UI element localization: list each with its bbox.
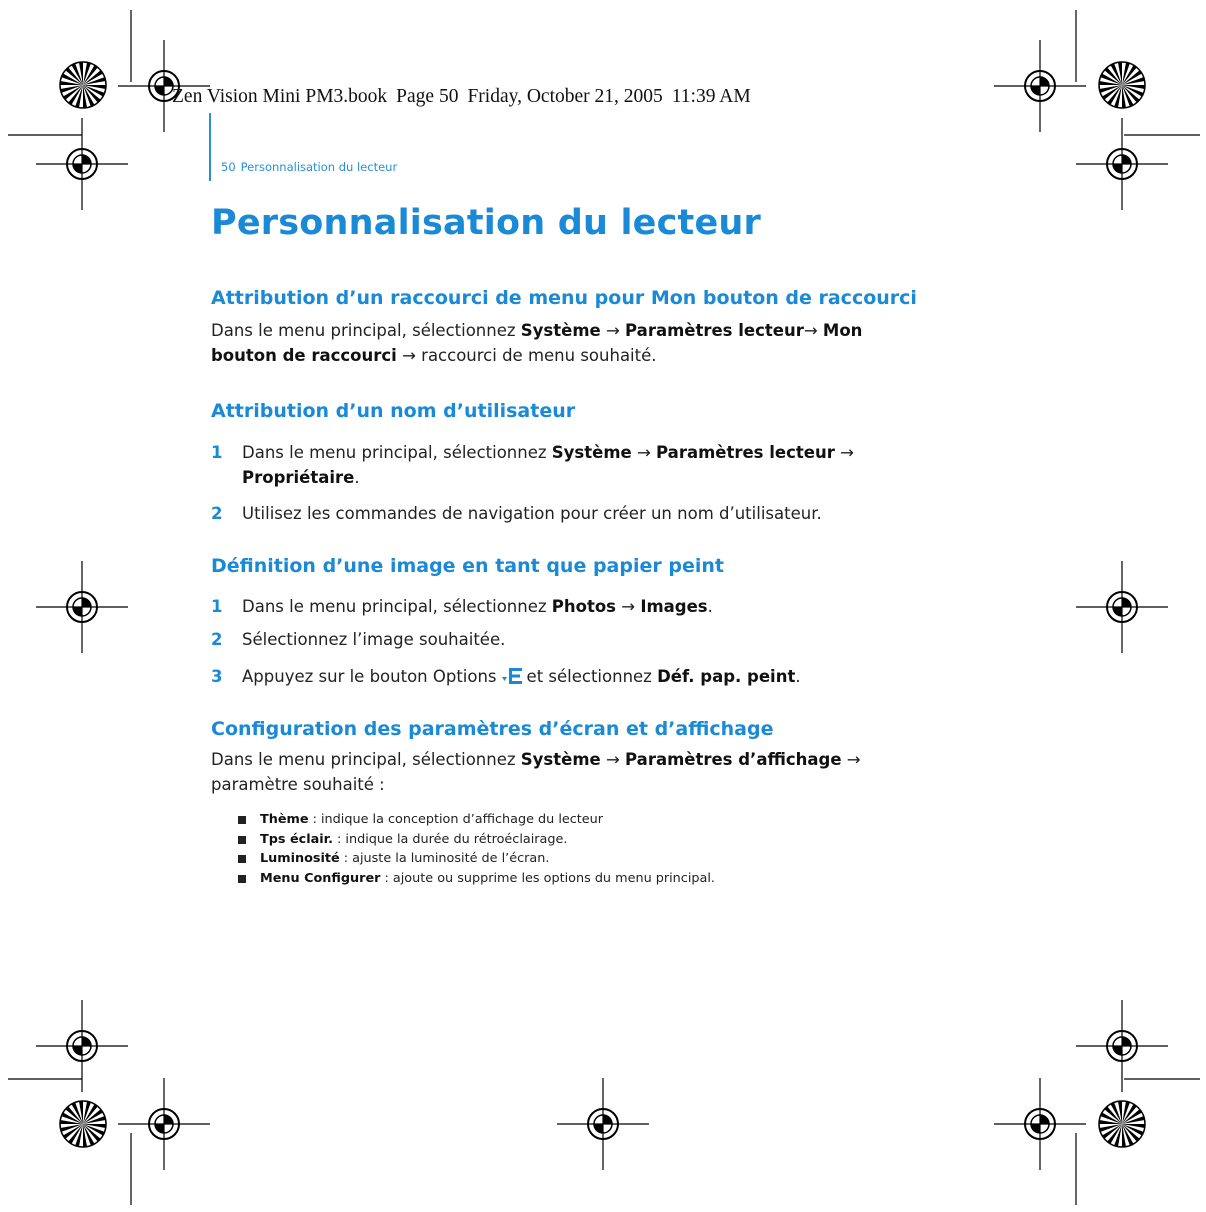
step-number: 3 — [211, 667, 223, 686]
page-title: Personnalisation du lecteur — [211, 203, 761, 243]
running-head-rule — [209, 113, 211, 181]
bullet-square-icon — [238, 816, 246, 824]
bullet-square-icon — [238, 836, 246, 844]
book-file-header — [172, 86, 760, 108]
options-icon — [501, 667, 523, 685]
section-heading-display: Configuration des paramètres d’écran et d’affichage — [211, 718, 774, 740]
step-number: 1 — [211, 597, 223, 616]
username-step-1: 1 Dans le menu principal, sélectionnez Système → Paramètres lecteur → Propriétaire. — [211, 440, 981, 490]
list-item: Luminosité : ajuste la luminosité de l’écran. — [236, 849, 715, 869]
display-paragraph: Dans le menu principal, sélectionnez Système → Paramètres d’affichage → paramètre souhaité : — [211, 750, 861, 794]
shortcut-paragraph: Dans le menu principal, sélectionnez Système → Paramètres lecteur→ Mon bouton de raccourci → raccourci de menu souhaité. — [211, 321, 863, 365]
page-number: 50 — [221, 160, 236, 174]
running-head-section: Personnalisation du lecteur — [240, 160, 398, 174]
book-title: Zen Vision Mini PM3.book — [172, 86, 388, 107]
book-date: Friday, October 21, 2005 — [467, 86, 663, 107]
list-item: Tps éclair. : indique la durée du rétroéclairage. — [236, 830, 715, 850]
username-step-2: 2 Utilisez les commandes de navigation pour créer un nom d’utilisateur. — [211, 501, 981, 526]
list-item: Menu Configurer : ajoute ou supprime les options du menu principal. — [236, 869, 715, 889]
list-item: Thème : indique la conception d’affichage du lecteur — [236, 810, 715, 830]
bullet-square-icon — [238, 855, 246, 863]
step-number: 1 — [211, 443, 223, 462]
bullet-square-icon — [238, 875, 246, 883]
book-time: 11:39 AM — [671, 86, 751, 107]
step-number: 2 — [211, 630, 223, 649]
running-head — [221, 160, 397, 174]
section-heading-wallpaper: Définition d’une image en tant que papier peint — [211, 555, 724, 577]
section-heading-username: Attribution d’un nom d’utilisateur — [211, 400, 576, 422]
step-number: 2 — [211, 504, 223, 523]
book-page: Page 50 — [396, 86, 459, 107]
section-heading-shortcut: Attribution d’un raccourci de menu pour Mon bouton de raccourci — [211, 287, 917, 309]
wallpaper-step-3: 3 Appuyez sur le bouton Options et sélectionnez Déf. pap. peint. — [211, 664, 981, 689]
wallpaper-step-1: 1 Dans le menu principal, sélectionnez Photos → Images. — [211, 594, 981, 619]
wallpaper-step-2: 2 Sélectionnez l’image souhaitée. — [211, 627, 981, 652]
display-options-list — [236, 810, 715, 888]
